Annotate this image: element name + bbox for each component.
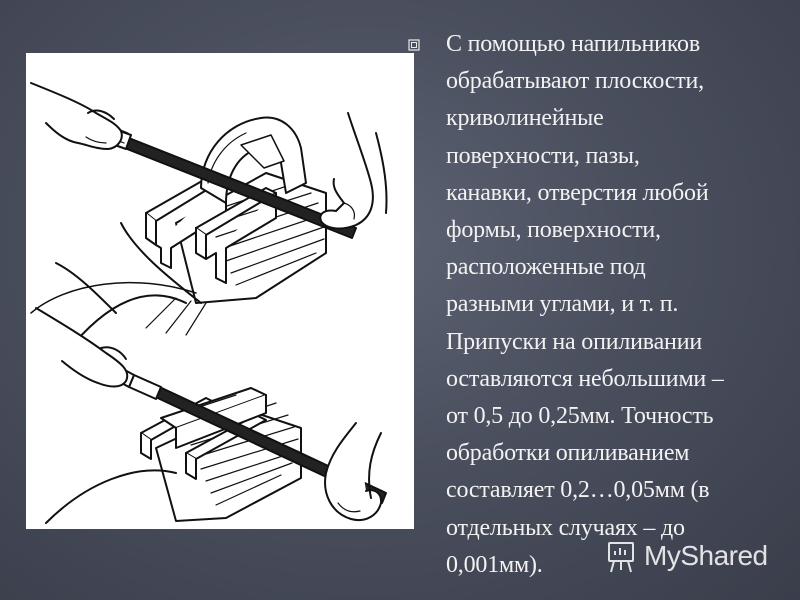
top-right-hand [320,113,386,228]
body-paragraph [446,26,800,584]
body-line: обработки опиливанием [446,440,690,467]
body-line: Припуски на опиливании [446,328,702,355]
bottom-right-hand [325,423,381,520]
projector-screen-icon [606,538,638,574]
top-left-hand [31,83,122,149]
body-line: формы, поверхности, [446,217,661,244]
body-line: обрабатывают плоскости, [446,68,704,95]
body-line: оставляются небольшими – [446,365,724,392]
body-line: криволинейные [446,105,604,132]
bottom-left-hand [36,308,127,387]
filing-illustration [26,53,414,529]
body-line: разными углами, и т. п. [446,291,679,318]
square-bullet-icon [408,39,420,51]
watermark-text: MyShared [644,540,768,571]
body-line: составляет 0,2…0,05мм (в [446,477,710,504]
body-line: 0,001мм). [446,551,543,578]
body-line: отдельных случаях – до [446,514,685,541]
body-line: расположенные под [446,254,646,281]
myshared-watermark[interactable] [606,536,768,576]
filing-drawing [26,53,414,529]
body-line: поверхности, пазы, [446,142,640,169]
body-line: от 0,5 до 0,25мм. Точность [446,403,714,430]
body-line: канавки, отверстия любой [446,179,709,206]
body-line: С помощью напильников [446,31,700,57]
